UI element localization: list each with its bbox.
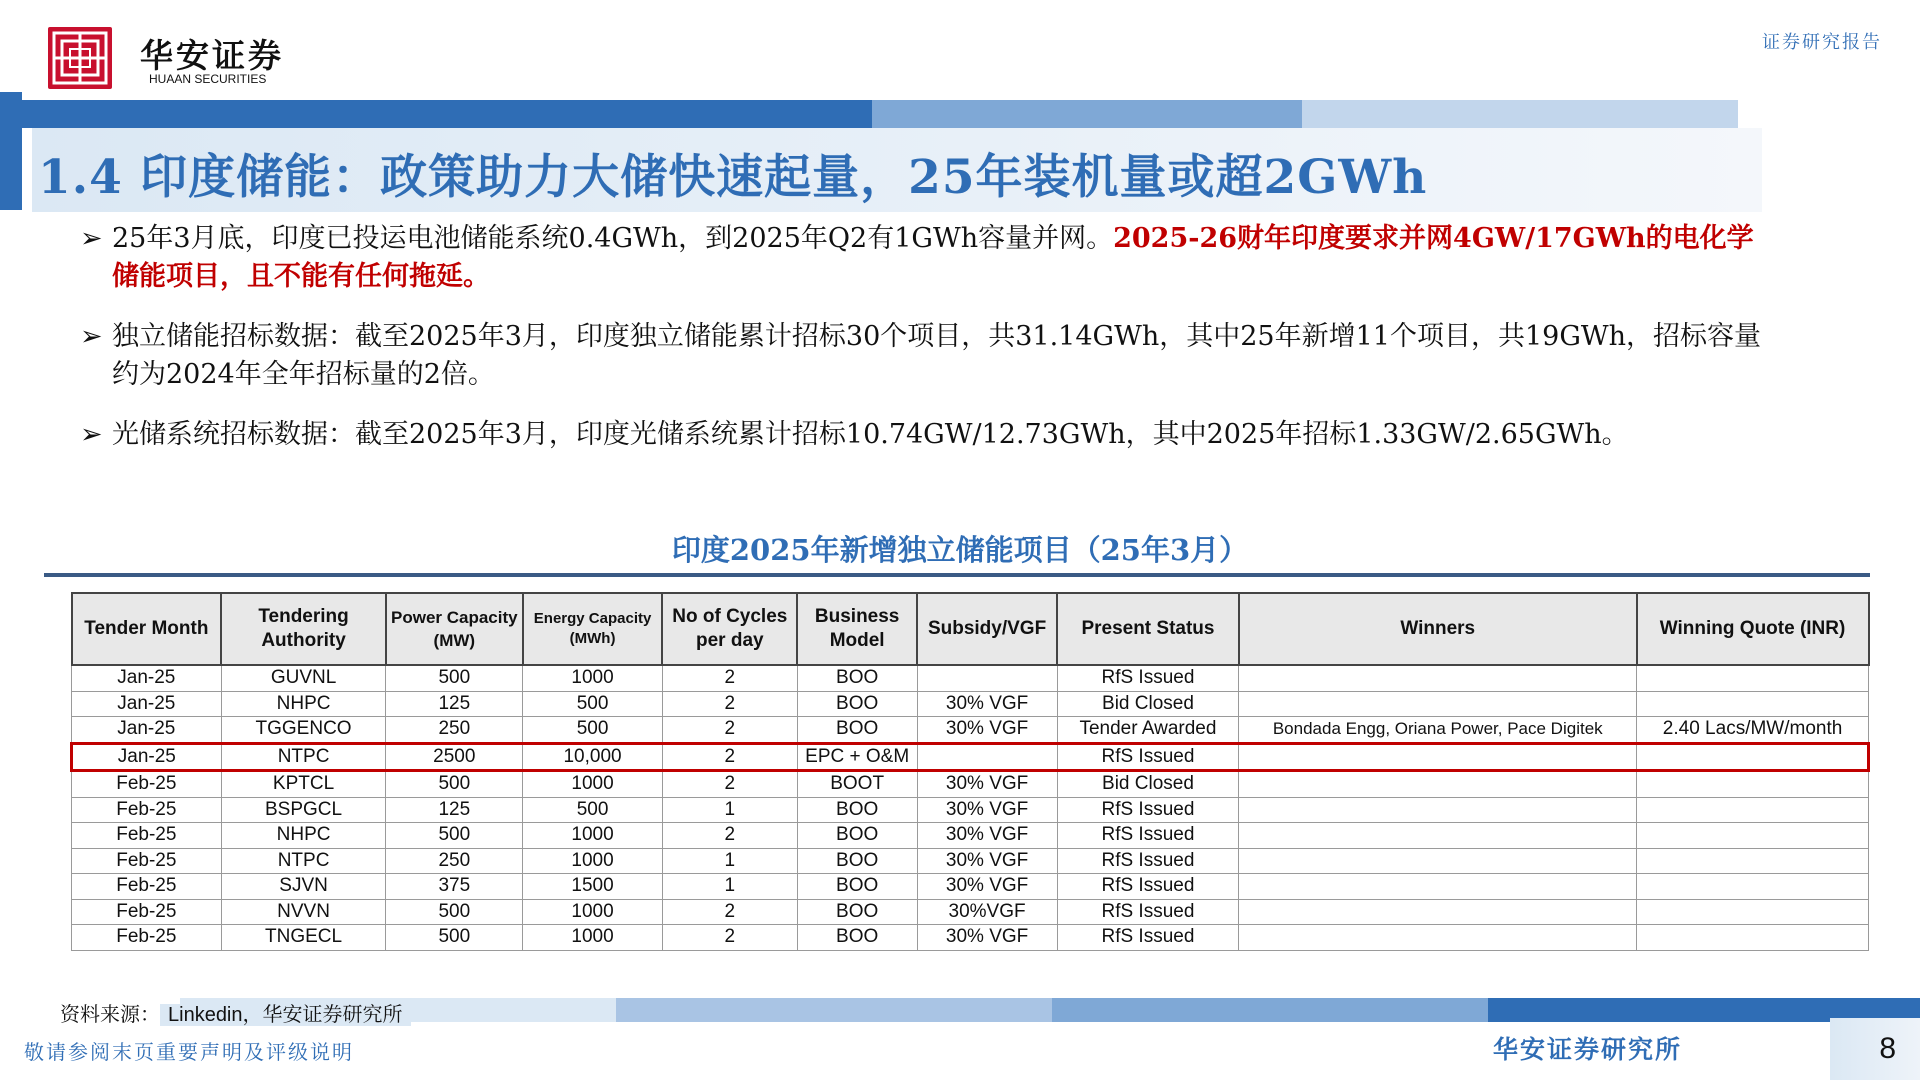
table-cell: Bid Closed xyxy=(1057,771,1239,798)
table-cell: 2 xyxy=(662,665,797,691)
column-header: Subsidy/VGF xyxy=(917,593,1057,665)
table-row xyxy=(72,691,1869,717)
table-cell: TGGENCO xyxy=(221,717,386,744)
bullet-item xyxy=(80,318,1780,394)
table-cell xyxy=(1239,743,1637,771)
table-cell: BOOT xyxy=(797,771,917,798)
table-cell: NTPC xyxy=(221,848,386,874)
table-title-rule xyxy=(44,573,1870,577)
table-cell: 30% VGF xyxy=(917,848,1057,874)
table-cell: RfS Issued xyxy=(1057,665,1239,691)
column-header: Present Status xyxy=(1057,593,1239,665)
table-cell: Bondada Engg, Oriana Power, Pace Digitek xyxy=(1239,717,1637,744)
table-cell: BOO xyxy=(797,925,917,951)
table-cell: RfS Issued xyxy=(1057,899,1239,925)
table-cell: KPTCL xyxy=(221,771,386,798)
table-cell: 1000 xyxy=(523,899,663,925)
table-cell: RfS Issued xyxy=(1057,925,1239,951)
report-type: 证券研究报告 xyxy=(1762,32,1882,53)
table-cell: 250 xyxy=(386,848,523,874)
title-band-light xyxy=(1302,100,1738,128)
table-cell: 500 xyxy=(523,717,663,744)
table-cell xyxy=(1239,771,1637,798)
table-cell: 375 xyxy=(386,874,523,900)
table-cell: 2 xyxy=(662,899,797,925)
table-cell: Feb-25 xyxy=(72,925,222,951)
table-cell: 30% VGF xyxy=(917,771,1057,798)
table-cell: 2 xyxy=(662,823,797,849)
table-cell: Jan-25 xyxy=(72,691,222,717)
table-cell: BSPGCL xyxy=(221,797,386,823)
table-cell: BOO xyxy=(797,874,917,900)
table-cell: Feb-25 xyxy=(72,874,222,900)
table-cell: 1500 xyxy=(523,874,663,900)
footer-band-mid-dark xyxy=(1052,998,1488,1022)
table-cell: 125 xyxy=(386,691,523,717)
table-cell: 30% VGF xyxy=(917,797,1057,823)
column-header: Tendering Authority xyxy=(221,593,386,665)
bullet-text: 25年3月底，印度已投运电池储能系统0.4GWh，到2025年Q2有1GWh容量并网。2025-26财年印度要求并网4GW/17GWh的电化学储能项目，且不能有任何拖延。 xyxy=(112,223,1754,292)
footer-institute: 华安证券研究所 xyxy=(1493,1035,1683,1064)
table-cell: 500 xyxy=(523,691,663,717)
table-cell: 500 xyxy=(523,797,663,823)
table-cell: 1000 xyxy=(523,848,663,874)
table-cell: Feb-25 xyxy=(72,771,222,798)
table-cell: EPC + O&M xyxy=(797,743,917,771)
table-cell xyxy=(1637,797,1869,823)
page-title: 1.4 印度储能：政策助力大储快速起量，25年装机量或超2GWh xyxy=(38,150,1428,205)
table-cell: NHPC xyxy=(221,691,386,717)
table-cell: Jan-25 xyxy=(72,743,222,771)
table-cell xyxy=(1637,874,1869,900)
table-cell xyxy=(1239,823,1637,849)
column-header: Power Capacity (MW) xyxy=(386,593,523,665)
bullet-text: 光储系统招标数据：截至2025年3月，印度光储系统累计招标10.74GW/12.73GWh，其中2025年招标1.33GW/2.65GWh。 xyxy=(112,419,1629,450)
table-cell: BOO xyxy=(797,848,917,874)
source-label: 资料来源： xyxy=(60,1002,160,1026)
table-cell xyxy=(1637,925,1869,951)
table-title: 印度2025年新增独立储能项目（25年3月） xyxy=(671,533,1249,567)
page-number: 8 xyxy=(1879,1032,1896,1065)
table-cell xyxy=(1239,665,1637,691)
column-header: Tender Month xyxy=(72,593,222,665)
table-cell xyxy=(1239,925,1637,951)
table-cell: Jan-25 xyxy=(72,665,222,691)
table-cell: RfS Issued xyxy=(1057,874,1239,900)
table-cell xyxy=(1239,848,1637,874)
source-value: Linkedin，华安证券研究所 xyxy=(160,1004,411,1026)
title-band-mid xyxy=(872,100,1302,128)
table-row xyxy=(72,823,1869,849)
table-cell: 30% VGF xyxy=(917,874,1057,900)
bullet-highlight: 2025-26财年印度要求并网4GW/17GWh的电化学储能项目，且不能有任何拖延。 xyxy=(112,223,1754,292)
table-cell: 1000 xyxy=(523,665,663,691)
page-number-box xyxy=(1830,1018,1920,1080)
table-row xyxy=(72,848,1869,874)
arrow-bullet-icon: ➢ xyxy=(80,419,103,450)
table-row xyxy=(72,665,1869,691)
table-row-highlighted xyxy=(72,743,1869,771)
table-cell xyxy=(1637,665,1869,691)
table-cell xyxy=(1239,899,1637,925)
table-cell: TNGECL xyxy=(221,925,386,951)
table-cell: 125 xyxy=(386,797,523,823)
table-image xyxy=(60,590,1870,970)
table-cell xyxy=(1637,848,1869,874)
table-cell: Feb-25 xyxy=(72,848,222,874)
bullet-text: 独立储能招标数据：截至2025年3月，印度独立储能累计招标30个项目，共31.14GWh，其中25年新增11个项目，共19GWh，招标容量约为2024年全年招标量的2倍。 xyxy=(112,321,1762,390)
column-header: Winners xyxy=(1239,593,1637,665)
bullet-item xyxy=(80,416,1780,454)
table-cell: 1 xyxy=(662,797,797,823)
table-cell: SJVN xyxy=(221,874,386,900)
table-row xyxy=(72,925,1869,951)
table-cell: BOO xyxy=(797,665,917,691)
table-header-row xyxy=(72,593,1869,665)
table-cell: RfS Issued xyxy=(1057,743,1239,771)
table-cell: 30% VGF xyxy=(917,925,1057,951)
table-cell xyxy=(1637,691,1869,717)
table-cell: 1 xyxy=(662,874,797,900)
table-cell: BOO xyxy=(797,823,917,849)
table-cell: 1000 xyxy=(523,771,663,798)
table-cell: 30% VGF xyxy=(917,717,1057,744)
table-cell: BOO xyxy=(797,717,917,744)
logo-mark-icon xyxy=(48,27,112,89)
disclaimer-link[interactable]: 敬请参阅末页重要声明及评级说明 xyxy=(24,1040,354,1064)
table-cell: 2 xyxy=(662,691,797,717)
table-cell: 500 xyxy=(386,899,523,925)
table-cell: Tender Awarded xyxy=(1057,717,1239,744)
table-cell: NTPC xyxy=(221,743,386,771)
table-cell xyxy=(1637,771,1869,798)
source-note xyxy=(60,998,411,1027)
table-cell: NHPC xyxy=(221,823,386,849)
table-cell: 2500 xyxy=(386,743,523,771)
table-cell: 2 xyxy=(662,925,797,951)
table-cell: 1000 xyxy=(523,823,663,849)
table-cell xyxy=(917,743,1057,771)
table-cell: Feb-25 xyxy=(72,797,222,823)
table-cell: 30%VGF xyxy=(917,899,1057,925)
table-cell: 2 xyxy=(662,771,797,798)
table-cell: RfS Issued xyxy=(1057,823,1239,849)
table-cell: RfS Issued xyxy=(1057,797,1239,823)
table-cell xyxy=(917,665,1057,691)
table-row xyxy=(72,874,1869,900)
title-accent-bar xyxy=(0,92,22,210)
table-cell: 250 xyxy=(386,717,523,744)
arrow-bullet-icon: ➢ xyxy=(80,223,103,254)
table-cell: 1000 xyxy=(523,925,663,951)
table-cell xyxy=(1637,823,1869,849)
table-cell: Feb-25 xyxy=(72,899,222,925)
bullet-item xyxy=(80,220,1780,296)
table-cell: 500 xyxy=(386,665,523,691)
table-cell xyxy=(1637,899,1869,925)
table-cell: GUVNL xyxy=(221,665,386,691)
table-cell: 2 xyxy=(662,743,797,771)
table-row xyxy=(72,899,1869,925)
table-cell xyxy=(1637,743,1869,771)
column-header: Energy Capacity (MWh) xyxy=(523,593,663,665)
table-cell: 30% VGF xyxy=(917,691,1057,717)
table-cell: BOO xyxy=(797,899,917,925)
brand-name: 华安证券 xyxy=(140,36,284,75)
table-row xyxy=(72,771,1869,798)
table-row xyxy=(72,797,1869,823)
table-cell: BOO xyxy=(797,691,917,717)
table-cell: 500 xyxy=(386,925,523,951)
table-cell: 10,000 xyxy=(523,743,663,771)
column-header: Winning Quote (INR) xyxy=(1637,593,1869,665)
table-cell: NVVN xyxy=(221,899,386,925)
table-cell: RfS Issued xyxy=(1057,848,1239,874)
footer-band-mid xyxy=(616,998,1052,1022)
brand-name-en: HUAAN SECURITIES xyxy=(149,72,267,86)
tender-table xyxy=(70,592,1870,951)
table-cell: 30% VGF xyxy=(917,823,1057,849)
table-cell: 2 xyxy=(662,717,797,744)
table-row xyxy=(72,717,1869,744)
column-header: Business Model xyxy=(797,593,917,665)
table-cell: BOO xyxy=(797,797,917,823)
table-cell: 500 xyxy=(386,771,523,798)
table-cell xyxy=(1239,797,1637,823)
table-cell: 2.40 Lacs/MW/month xyxy=(1637,717,1869,744)
title-band-dark xyxy=(22,100,872,128)
arrow-bullet-icon: ➢ xyxy=(80,321,103,352)
table-cell: Bid Closed xyxy=(1057,691,1239,717)
table-cell: 1 xyxy=(662,848,797,874)
table-cell: 500 xyxy=(386,823,523,849)
table-cell xyxy=(1239,691,1637,717)
table-cell: Feb-25 xyxy=(72,823,222,849)
company-logo xyxy=(48,27,112,89)
table-cell: Jan-25 xyxy=(72,717,222,744)
table-cell xyxy=(1239,874,1637,900)
column-header: No of Cycles per day xyxy=(662,593,797,665)
